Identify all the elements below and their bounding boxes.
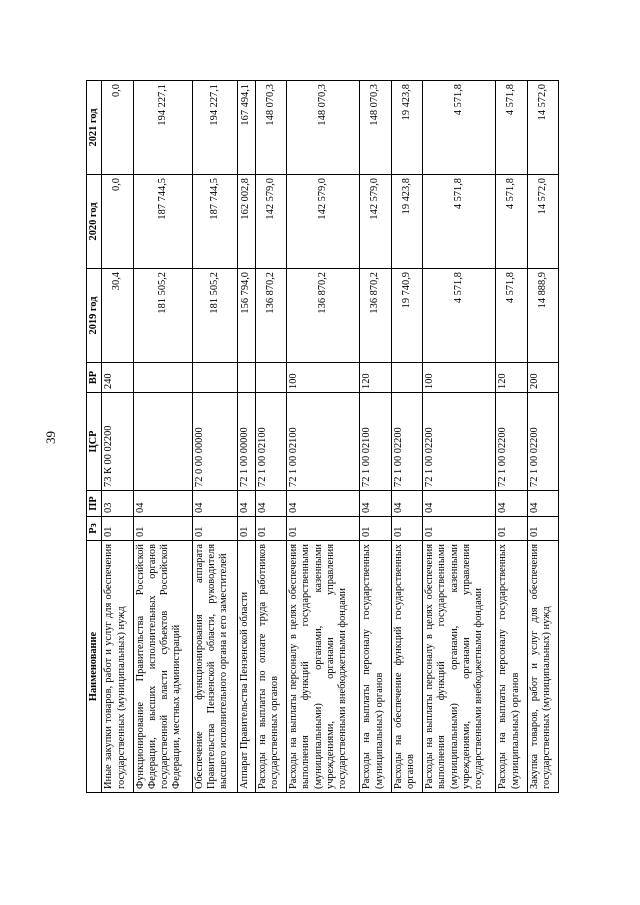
- cell-2020: 187 744,5: [133, 175, 192, 269]
- cell-vr: 120: [360, 363, 391, 393]
- cell-pr: 04: [255, 491, 286, 517]
- table-row: [527, 81, 558, 793]
- cell-name: Расходы на выплаты персоналу в целях обеспечения выполнения функций государственными (муниципальными) органами, казенными учреждениями, органами управления государственными внебюджетными фондами: [422, 541, 495, 793]
- cell-pr: 04: [360, 491, 391, 517]
- budget-table: [86, 80, 559, 793]
- cell-name: Обеспечение функционирования аппарата Правительства Пензенской области, руководителя высшего исполнительного органа и его заместителей: [192, 541, 237, 793]
- table-row: [286, 81, 359, 793]
- cell-2019: 136 870,2: [286, 269, 359, 363]
- cell-2020: 142 579,0: [360, 175, 391, 269]
- cell-pr: 04: [238, 491, 255, 517]
- cell-rz: 01: [192, 517, 237, 541]
- cell-csr: 72 1 00 02100: [255, 393, 286, 491]
- cell-name: Расходы на выплаты персоналу государственных (муниципальных) органов: [496, 541, 527, 793]
- cell-csr: 72 1 00 00000: [238, 393, 255, 491]
- cell-2021: 4 571,8: [422, 81, 495, 175]
- cell-vr: 200: [527, 363, 558, 393]
- cell-2019: 181 505,2: [192, 269, 237, 363]
- cell-rz: 01: [422, 517, 495, 541]
- cell-csr: 73 К 00 02200: [102, 393, 133, 491]
- cell-2021: 167 494,1: [238, 81, 255, 175]
- cell-vr: 240: [102, 363, 133, 393]
- cell-name: Закупка товаров, работ и услуг для обеспечения государственных (муниципальных) нужд: [527, 541, 558, 793]
- cell-pr: 04: [422, 491, 495, 517]
- cell-pr: 04: [192, 491, 237, 517]
- cell-vr: [192, 363, 237, 393]
- cell-csr: 72 0 00 00000: [192, 393, 237, 491]
- cell-name: Расходы на обеспечение функций государственных органов: [391, 541, 422, 793]
- cell-csr: 72 1 00 02200: [391, 393, 422, 491]
- cell-csr: 72 1 00 02200: [422, 393, 495, 491]
- cell-rz: 01: [133, 517, 192, 541]
- cell-vr: 100: [422, 363, 495, 393]
- cell-pr: 04: [133, 491, 192, 517]
- cell-2021: 194 227,1: [192, 81, 237, 175]
- table-row: [133, 81, 192, 793]
- cell-2020: 19 423,8: [391, 175, 422, 269]
- cell-csr: 72 1 00 02200: [496, 393, 527, 491]
- cell-2021: 14 572,0: [527, 81, 558, 175]
- cell-2019: 4 571,8: [422, 269, 495, 363]
- cell-name: Иные закупки товаров, работ и услуг для обеспечения государственных (муниципальных) нужд: [102, 541, 133, 793]
- cell-2020: 4 571,8: [496, 175, 527, 269]
- cell-pr: 04: [391, 491, 422, 517]
- cell-2021: 148 070,3: [255, 81, 286, 175]
- cell-name: Функционирование Правительства Российской Федерации, высших исполнительных органов государственной власти субъектов Российской Федерации, местных администраций: [133, 541, 192, 793]
- cell-2020: 142 579,0: [286, 175, 359, 269]
- cell-csr: [133, 393, 192, 491]
- cell-csr: 72 1 00 02100: [286, 393, 359, 491]
- header-pr: ПР: [87, 491, 102, 517]
- table-row: [422, 81, 495, 793]
- cell-2020: 142 579,0: [255, 175, 286, 269]
- cell-pr: 04: [286, 491, 359, 517]
- table-row: [102, 81, 133, 793]
- cell-vr: 120: [496, 363, 527, 393]
- cell-vr: 100: [286, 363, 359, 393]
- header-name: Наименование: [87, 541, 102, 793]
- cell-name: Аппарат Правительства Пензенской области: [238, 541, 255, 793]
- header-csr: ЦСР: [87, 393, 102, 491]
- cell-csr: 72 1 00 02100: [360, 393, 391, 491]
- header-rz: Рз: [87, 517, 102, 541]
- cell-2021: 148 070,3: [286, 81, 359, 175]
- table-row: [496, 81, 527, 793]
- cell-2019: 19 740,9: [391, 269, 422, 363]
- cell-rz: 01: [286, 517, 359, 541]
- cell-vr: [255, 363, 286, 393]
- cell-csr: 72 1 00 02200: [527, 393, 558, 491]
- header-2019: 2019 год: [87, 269, 102, 363]
- cell-vr: [238, 363, 255, 393]
- cell-rz: 01: [527, 517, 558, 541]
- cell-vr: [391, 363, 422, 393]
- cell-2020: 0,0: [102, 175, 133, 269]
- table-row: [360, 81, 391, 793]
- cell-2019: 4 571,8: [496, 269, 527, 363]
- cell-name: Расходы на выплаты персоналу в целях обеспечения выполнения функций государственными (муниципальными) органами, казенными учреждениями, органами управления государственными внебюджетными фондами: [286, 541, 359, 793]
- cell-rz: 01: [360, 517, 391, 541]
- cell-rz: 01: [255, 517, 286, 541]
- cell-vr: [133, 363, 192, 393]
- cell-rz: 01: [102, 517, 133, 541]
- cell-2019: 156 794,0: [238, 269, 255, 363]
- table-row: [255, 81, 286, 793]
- header-2021: 2021 год: [87, 81, 102, 175]
- cell-2021: 148 070,3: [360, 81, 391, 175]
- cell-rz: 01: [391, 517, 422, 541]
- table-row: [238, 81, 255, 793]
- cell-2021: 194 227,1: [133, 81, 192, 175]
- cell-name: Расходы на выплаты персоналу государственных (муниципальных) органов: [360, 541, 391, 793]
- cell-2021: 19 423,8: [391, 81, 422, 175]
- table-header-row: [87, 81, 102, 793]
- cell-pr: 04: [527, 491, 558, 517]
- cell-2020: 4 571,8: [422, 175, 495, 269]
- cell-name: Расходы на выплаты по оплате труда работников государственных органов: [255, 541, 286, 793]
- cell-2019: 14 888,9: [527, 269, 558, 363]
- cell-2020: 187 744,5: [192, 175, 237, 269]
- cell-2019: 30,4: [102, 269, 133, 363]
- cell-2019: 181 505,2: [133, 269, 192, 363]
- cell-2020: 162 002,8: [238, 175, 255, 269]
- header-2020: 2020 год: [87, 175, 102, 269]
- cell-2021: 0,0: [102, 81, 133, 175]
- cell-2019: 136 870,2: [255, 269, 286, 363]
- cell-2020: 14 572,0: [527, 175, 558, 269]
- page-number: 39: [43, 431, 58, 444]
- cell-rz: 01: [238, 517, 255, 541]
- cell-pr: 04: [496, 491, 527, 517]
- cell-2021: 4 571,8: [496, 81, 527, 175]
- table-row: [391, 81, 422, 793]
- cell-rz: 01: [496, 517, 527, 541]
- table-row: [192, 81, 237, 793]
- cell-pr: 03: [102, 491, 133, 517]
- cell-2019: 136 870,2: [360, 269, 391, 363]
- header-vr: ВР: [87, 363, 102, 393]
- rotated-table-container: [86, 81, 559, 793]
